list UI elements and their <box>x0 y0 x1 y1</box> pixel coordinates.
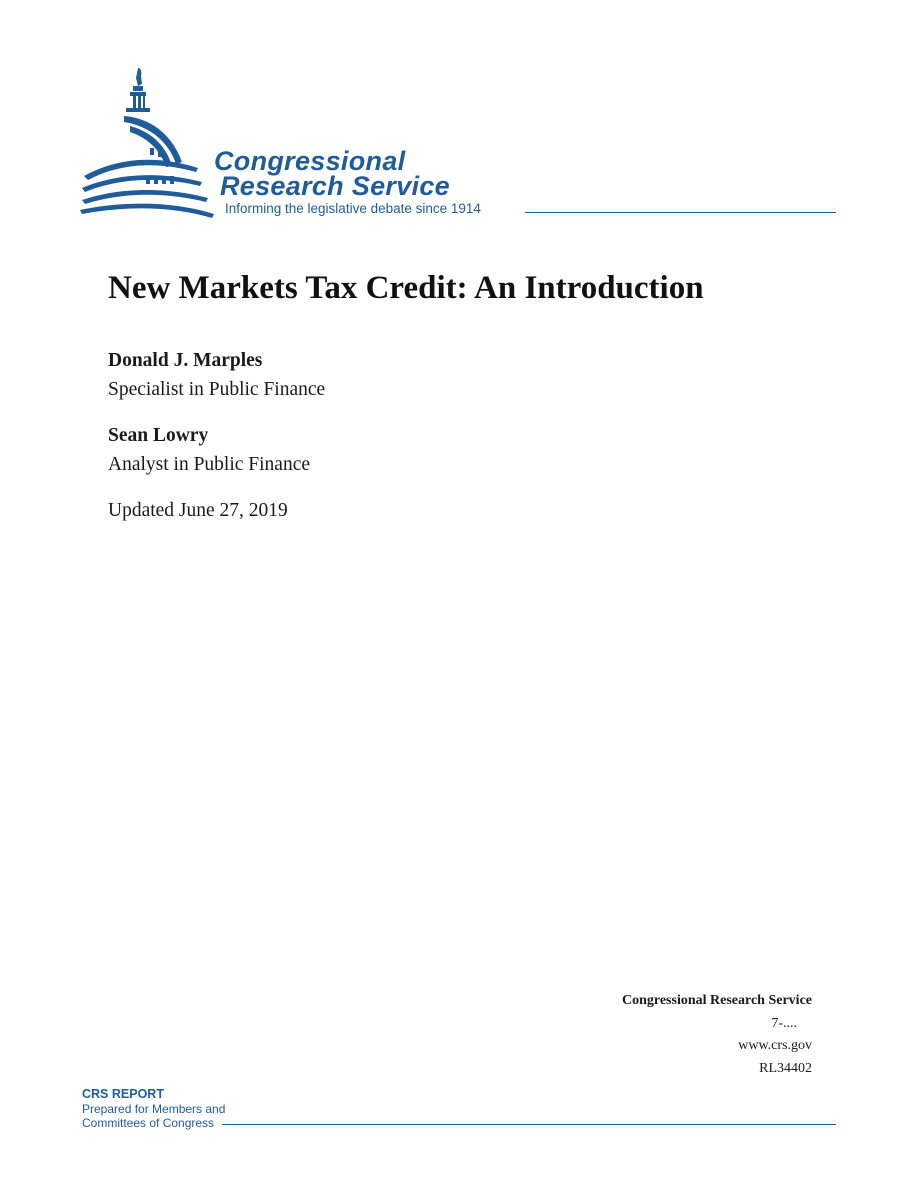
author-block <box>108 346 325 404</box>
footer <box>82 1087 836 1131</box>
author-role: Specialist in Public Finance <box>108 379 326 400</box>
author-block <box>108 421 310 479</box>
report-title: New Markets Tax Credit: An Introduction <box>108 270 704 306</box>
capitol-dome-icon <box>80 64 220 224</box>
crs-report-badge: CRS REPORT <box>82 1087 164 1101</box>
prepared-for-line2: Committees of Congress <box>82 1116 215 1130</box>
org-name-line1: Congressional <box>214 146 406 176</box>
author-name: Donald J. Marples <box>108 350 263 371</box>
footer-rule <box>222 1124 836 1125</box>
crs-logo <box>80 64 840 224</box>
author-name: Sean Lowry <box>108 425 209 446</box>
prepared-for-line1: Prepared for Members and <box>82 1102 226 1116</box>
contact-org: Congressional Research Service <box>621 993 812 1008</box>
header-rule <box>525 212 836 213</box>
logo-tagline: Informing the legislative debate since 1914 <box>225 201 481 216</box>
report-id: RL34402 <box>759 1060 812 1076</box>
author-role: Analyst in Public Finance <box>108 454 311 475</box>
updated-date: Updated June 27, 2019 <box>108 500 288 521</box>
contact-phone: 7-.... <box>771 1015 797 1031</box>
contact-url[interactable]: www.crs.gov <box>738 1038 812 1053</box>
contact-block <box>622 990 812 1080</box>
org-name-line2: Research Service <box>220 171 450 201</box>
